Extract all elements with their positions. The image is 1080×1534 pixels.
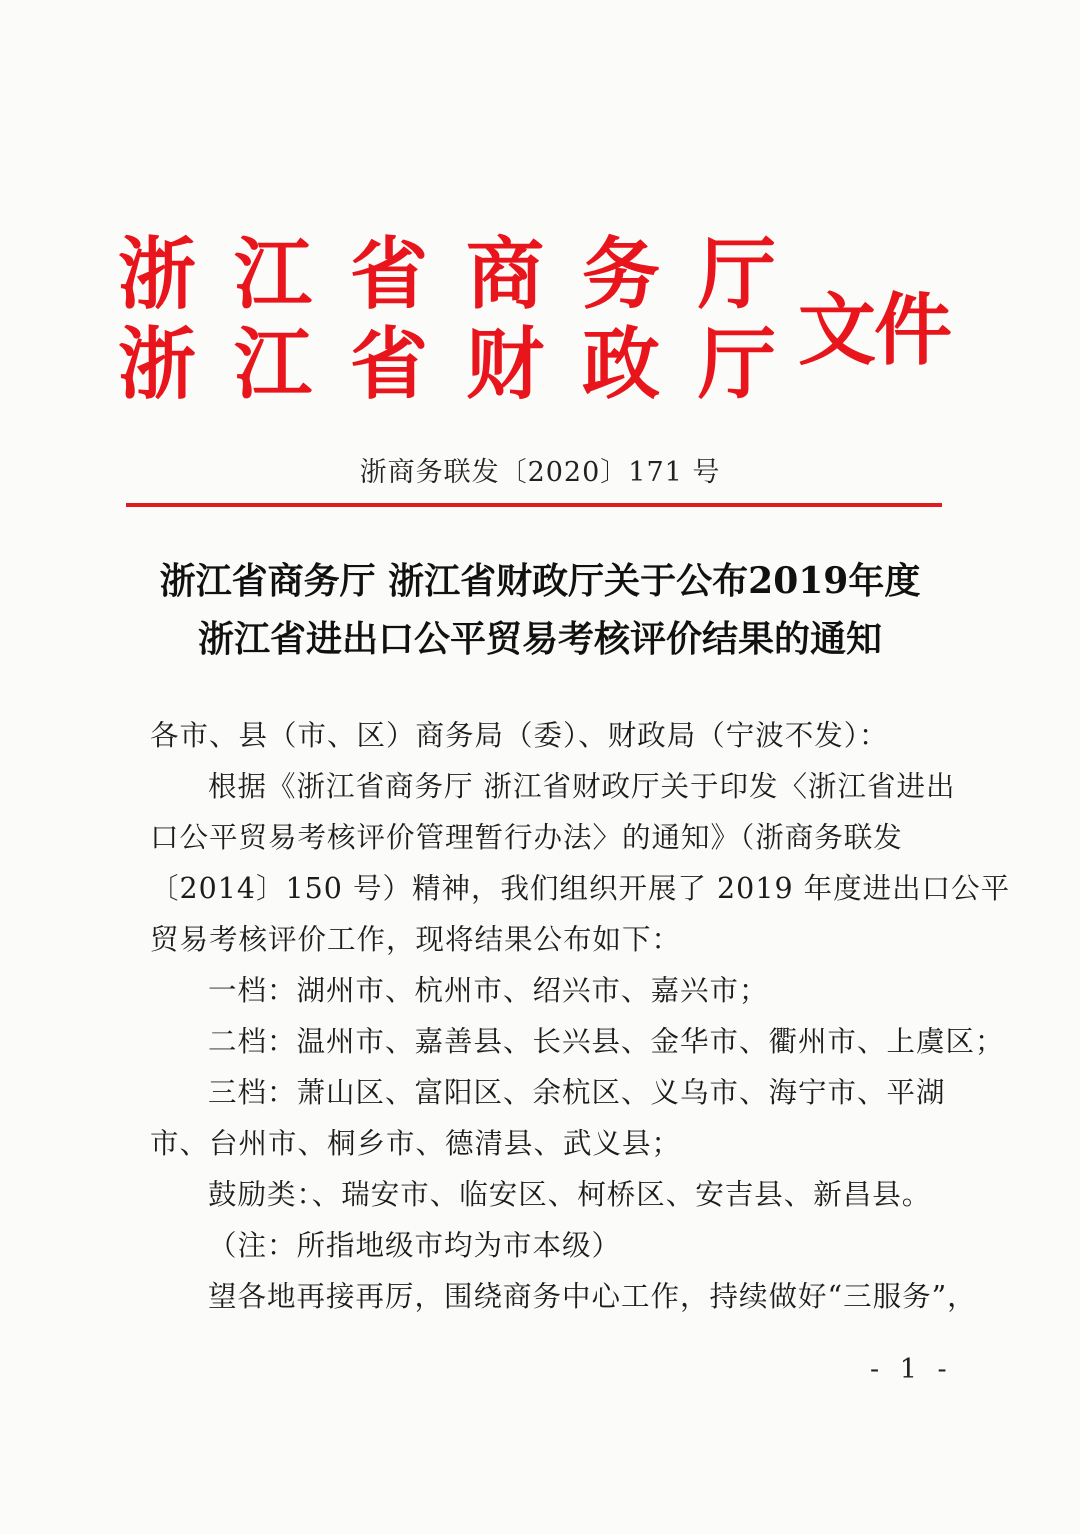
tier-1-list: 一档：湖州市、杭州市、绍兴市、嘉兴市； [208,974,769,1007]
org-name-finance: 浙江省财政厅 [118,319,815,410]
body-line: 〔2014〕150 号）精神，我们组织开展了 2019 年度进出口公平 [150,872,1011,905]
body-line: 根据《浙江省商务厅 浙江省财政厅关于印发〈浙江省进出 [208,770,956,803]
body-line: 贸易考核评价工作，现将结果公布如下： [150,923,682,956]
title-line-1: 浙江省商务厅 浙江省财政厅关于公布2019年度 [159,560,921,602]
tier-2-list: 二档：温州市、嘉善县、长兴县、金华市、衢州市、上虞区； [208,1025,1005,1058]
issuing-organizations [118,228,814,408]
body-line: 口公平贸易考核评价管理暂行办法〉的通知》（浙商务联发 [150,821,903,854]
salutation: 各市、县（市、区）商务局（委）、财政局（宁波不发）： [150,719,889,752]
org-name-commerce: 浙江省商务厅 [118,229,815,320]
document-body [150,710,1011,1322]
red-divider [126,503,942,507]
document-label: 文件 [798,285,951,376]
tier-3-list-continued: 市、台州市、桐乡市、德清县、武义县； [150,1127,682,1160]
page-number: - 1 - [870,1354,953,1385]
document-title [0,552,1080,668]
closing-line: 望各地再接再厉，围绕商务中心工作，持续做好“三服务”， [208,1280,977,1313]
title-line-2: 浙江省进出口公平贸易考核评价结果的通知 [197,618,882,660]
encourage-list: 鼓励类：、瑞安市、临安区、柯桥区、安吉县、新昌县。 [208,1178,932,1211]
tier-3-list: 三档：萧山区、富阳区、余杭区、义乌市、海宁市、平湖 [208,1076,946,1109]
note: （注：所指地级市均为市本级） [208,1229,622,1262]
document-number: 浙商务联发〔2020〕171 号 [359,457,721,488]
